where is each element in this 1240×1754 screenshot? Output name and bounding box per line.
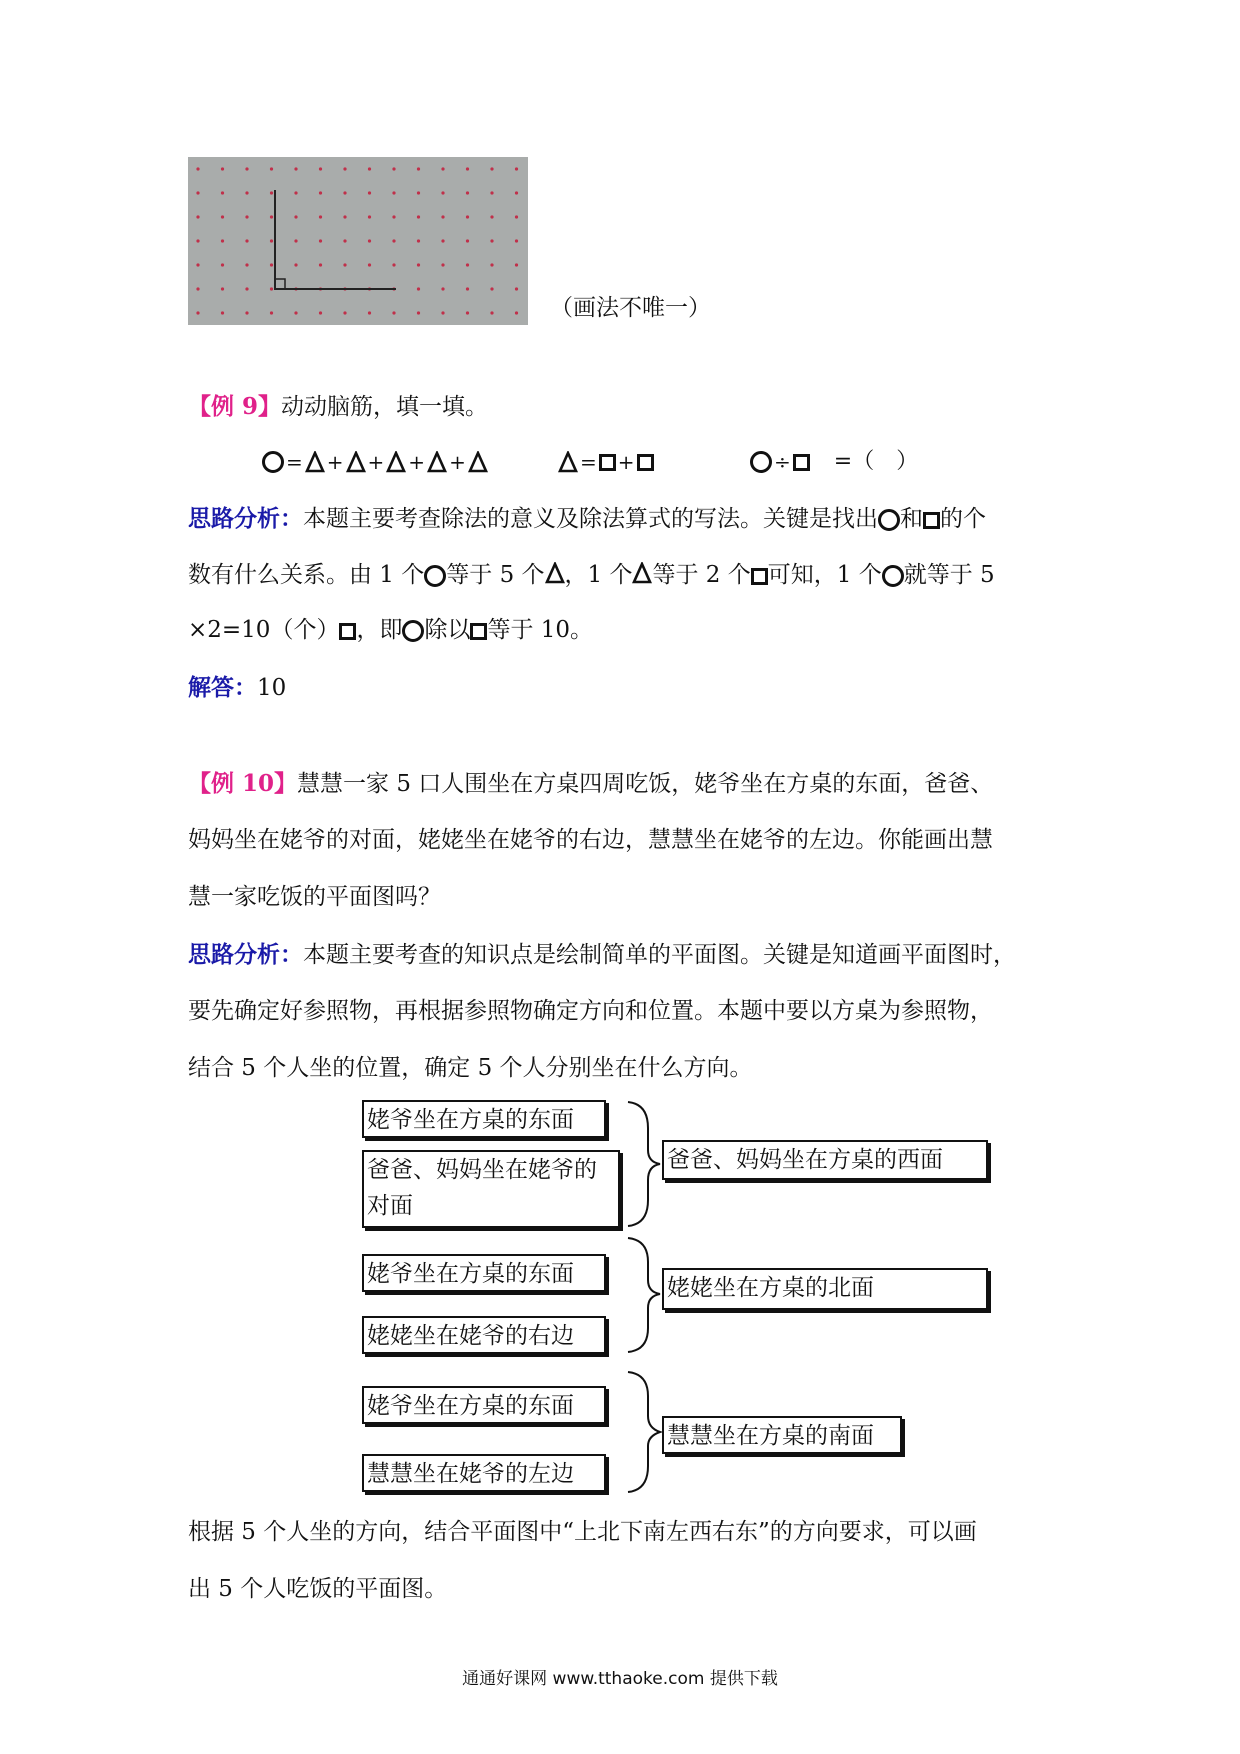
grid-dot: [245, 167, 248, 170]
grid-dot: [196, 215, 199, 218]
grid-dot: [466, 191, 469, 194]
grid-dot: [294, 191, 297, 194]
grid-dot: [245, 215, 248, 218]
answer-label: 解答：: [188, 674, 257, 701]
circle-icon: [882, 565, 904, 587]
grid-dot: [515, 311, 518, 314]
grid-dot: [270, 167, 273, 170]
grid-dot: [515, 191, 518, 194]
text-segment: 慧慧一家 5 口人围坐在方桌四周吃饭，姥爷坐在方桌的东面，爸爸、: [297, 771, 994, 797]
grid-dot: [392, 239, 395, 242]
grid-dot: [441, 311, 444, 314]
example9-analysis-line3: [188, 602, 593, 659]
text-segment: 除以: [424, 617, 471, 643]
example10-line2: 妈妈坐在姥爷的对面，姥姥坐在姥爷的右边，慧慧坐在姥爷的左边。你能画出慧: [188, 827, 993, 853]
square-icon: [793, 454, 810, 471]
grid-dot: [270, 287, 273, 290]
grid-dot: [466, 239, 469, 242]
grid-dot: [515, 263, 518, 266]
grid-dot: [343, 215, 346, 218]
diagram-box: 慧慧坐在姥爷的左边: [362, 1454, 606, 1492]
diagram-result-box: 爸爸、妈妈坐在方桌的西面: [662, 1140, 988, 1180]
grid-dot: [417, 263, 420, 266]
grid-dot: [270, 239, 273, 242]
example10-line1: [188, 755, 993, 813]
grid-dot: [392, 263, 395, 266]
text-segment: 和: [900, 506, 923, 532]
grid-dot: [392, 215, 395, 218]
grid-dot: [294, 167, 297, 170]
example9-analysis-line2: [188, 547, 995, 604]
grid-dot: [221, 311, 224, 314]
example10-label: 【例 10】: [188, 770, 298, 797]
grid-dot: [221, 191, 224, 194]
grid-dot: [515, 287, 518, 290]
triangle-icon: [545, 562, 565, 584]
grid-dots: [196, 167, 518, 314]
diagram-box: 爸爸、妈妈坐在姥爷的对面: [362, 1150, 620, 1228]
brace-icon: [628, 1102, 660, 1226]
text-segment: 本题主要考查除法的意义及除法算式的写法。关键是找出: [303, 506, 878, 532]
circle-icon: [878, 509, 900, 531]
grid-dot: [417, 191, 420, 194]
grid-dot: [221, 239, 224, 242]
example9-label: 【例 9】: [188, 393, 282, 420]
grid-dot: [270, 215, 273, 218]
grid-dot: [270, 311, 273, 314]
text-segment: ，即: [356, 617, 403, 643]
figure-caption: （画法不唯一）: [550, 295, 711, 321]
grid-dot: [441, 239, 444, 242]
grid-dot: [319, 167, 322, 170]
example10-line3: 慧一家吃饭的平面图吗？: [188, 884, 441, 910]
grid-dot: [368, 191, 371, 194]
grid-dot: [270, 263, 273, 266]
grid-dot: [270, 191, 273, 194]
answer-value: 10: [257, 675, 287, 701]
grid-dot: [319, 191, 322, 194]
triangle-icon: [468, 451, 488, 473]
grid-dot: [368, 263, 371, 266]
triangle-icon: [558, 451, 578, 473]
example9-analysis-line1: [188, 490, 986, 548]
page-footer: 通通好课网 www.tthaoke.com 提供下载: [462, 1669, 778, 1689]
text-segment: ，1 个: [564, 562, 633, 588]
grid-dot: [490, 239, 493, 242]
grid-dot: [441, 215, 444, 218]
grid-dot: [221, 263, 224, 266]
grid-dot: [417, 167, 420, 170]
example9-prompt: 动动脑筋，填一填。: [281, 394, 489, 420]
text-segment: ×2=10（个）: [188, 617, 340, 643]
grid-dot: [466, 287, 469, 290]
text-segment: 等于 2 个: [652, 562, 751, 588]
example10-analysis-line3: 结合 5 个人坐的位置，确定 5 个人分别坐在什么方向。: [188, 1055, 753, 1081]
formula-2: = +: [558, 442, 654, 482]
grid-dot: [417, 239, 420, 242]
square-icon: [751, 568, 768, 585]
grid-dot: [368, 239, 371, 242]
grid-dot: [441, 263, 444, 266]
grid-dot: [515, 215, 518, 218]
grid-dot: [294, 263, 297, 266]
right-angle-lines: [275, 190, 396, 289]
grid-dot: [196, 263, 199, 266]
formula-3-blank: =（ ）: [833, 449, 919, 474]
grid-dot: [392, 311, 395, 314]
triangle-icon: [346, 451, 366, 473]
grid-dot: [490, 263, 493, 266]
grid-dot: [245, 239, 248, 242]
grid-dot: [245, 263, 248, 266]
diagram-box: 姥爷坐在方桌的东面: [362, 1386, 606, 1424]
grid-dot: [294, 215, 297, 218]
square-icon: [637, 454, 654, 471]
text-segment: 可知，1 个: [767, 562, 882, 588]
example10-analysis-line2: 要先确定好参照物，再根据参照物确定方向和位置。本题中要以方桌为参照物，: [188, 998, 993, 1024]
example9-heading: [188, 378, 488, 436]
grid-dot: [294, 239, 297, 242]
grid-dot: [466, 263, 469, 266]
diagram-box: 姥姥坐在姥爷的右边: [362, 1316, 606, 1354]
square-icon: [470, 623, 487, 640]
conclusion-line1: 根据 5 个人坐的方向，结合平面图中“上北下南左西右东”的方向要求，可以画: [188, 1519, 977, 1545]
grid-dot: [294, 311, 297, 314]
grid-dot: [221, 215, 224, 218]
triangle-icon: [386, 451, 406, 473]
conclusion-line2: 出 5 个人吃饭的平面图。: [188, 1576, 448, 1602]
grid-dot: [466, 311, 469, 314]
formula-1: = + + + +: [262, 442, 488, 482]
grid-dot: [515, 239, 518, 242]
formula-3: ÷ =（ ）: [750, 442, 918, 482]
grid-dot: [466, 215, 469, 218]
grid-dot: [490, 191, 493, 194]
grid-dot: [417, 287, 420, 290]
text-segment: 数有什么关系。由 1 个: [188, 562, 425, 588]
grid-dot: [245, 311, 248, 314]
circle-icon: [402, 620, 424, 642]
grid-dot: [490, 311, 493, 314]
example9-analysis-label: 思路分析：: [188, 505, 303, 532]
dot-grid-figure: [188, 157, 528, 325]
grid-dot: [392, 191, 395, 194]
diagram-box: 姥爷坐在方桌的东面: [362, 1254, 606, 1292]
grid-dot: [196, 311, 199, 314]
diagram-result-box: 姥姥坐在方桌的北面: [662, 1268, 988, 1310]
square-icon: [339, 623, 356, 640]
grid-dot: [417, 215, 420, 218]
grid-dot: [196, 239, 199, 242]
grid-dot: [196, 167, 199, 170]
text-segment: 的个: [940, 506, 986, 532]
text-segment: 等于 5 个: [446, 562, 545, 588]
square-icon: [923, 512, 940, 529]
circle-icon: [262, 451, 284, 473]
grid-dot: [368, 167, 371, 170]
grid-dot: [441, 191, 444, 194]
grid-dot: [490, 215, 493, 218]
grid-dot: [196, 287, 199, 290]
grid-dot: [196, 191, 199, 194]
example10-analysis-line1: [188, 926, 1016, 984]
grid-dot: [392, 167, 395, 170]
text-segment: 本题主要考查的知识点是绘制简单的平面图。关键是知道画平面图时，: [303, 942, 1016, 968]
diagram-result-box: 慧慧坐在方桌的南面: [662, 1416, 902, 1454]
grid-dot: [319, 263, 322, 266]
circle-icon: [424, 565, 446, 587]
triangle-icon: [427, 451, 447, 473]
grid-dot: [490, 287, 493, 290]
grid-dot: [441, 287, 444, 290]
circle-icon: [750, 451, 772, 473]
grid-dot: [343, 239, 346, 242]
grid-dot: [319, 239, 322, 242]
grid-dot: [441, 167, 444, 170]
grid-dot: [221, 287, 224, 290]
example9-answer: [188, 659, 286, 717]
grid-dot: [368, 215, 371, 218]
text-segment: 就等于 5: [903, 562, 995, 588]
grid-dot: [245, 287, 248, 290]
grid-dot: [417, 311, 420, 314]
triangle-icon: [305, 451, 325, 473]
grid-dot: [245, 191, 248, 194]
example10-analysis-label: 思路分析：: [188, 941, 303, 968]
diagram-box: 姥爷坐在方桌的东面: [362, 1100, 606, 1138]
grid-dot: [319, 311, 322, 314]
grid-dot: [490, 167, 493, 170]
grid-dot: [343, 263, 346, 266]
grid-dot: [466, 167, 469, 170]
grid-dot: [368, 311, 371, 314]
grid-dot: [343, 167, 346, 170]
grid-dot: [343, 311, 346, 314]
grid-dot: [221, 167, 224, 170]
brace-icon: [628, 1238, 660, 1352]
dot-grid-svg: [188, 157, 528, 325]
grid-dot: [319, 215, 322, 218]
text-segment: 等于 10。: [487, 617, 594, 643]
brace-icon: [628, 1372, 660, 1492]
grid-dot: [343, 191, 346, 194]
right-angle-mark: [275, 279, 285, 289]
square-icon: [599, 454, 616, 471]
triangle-icon: [632, 562, 652, 584]
grid-dot: [515, 167, 518, 170]
